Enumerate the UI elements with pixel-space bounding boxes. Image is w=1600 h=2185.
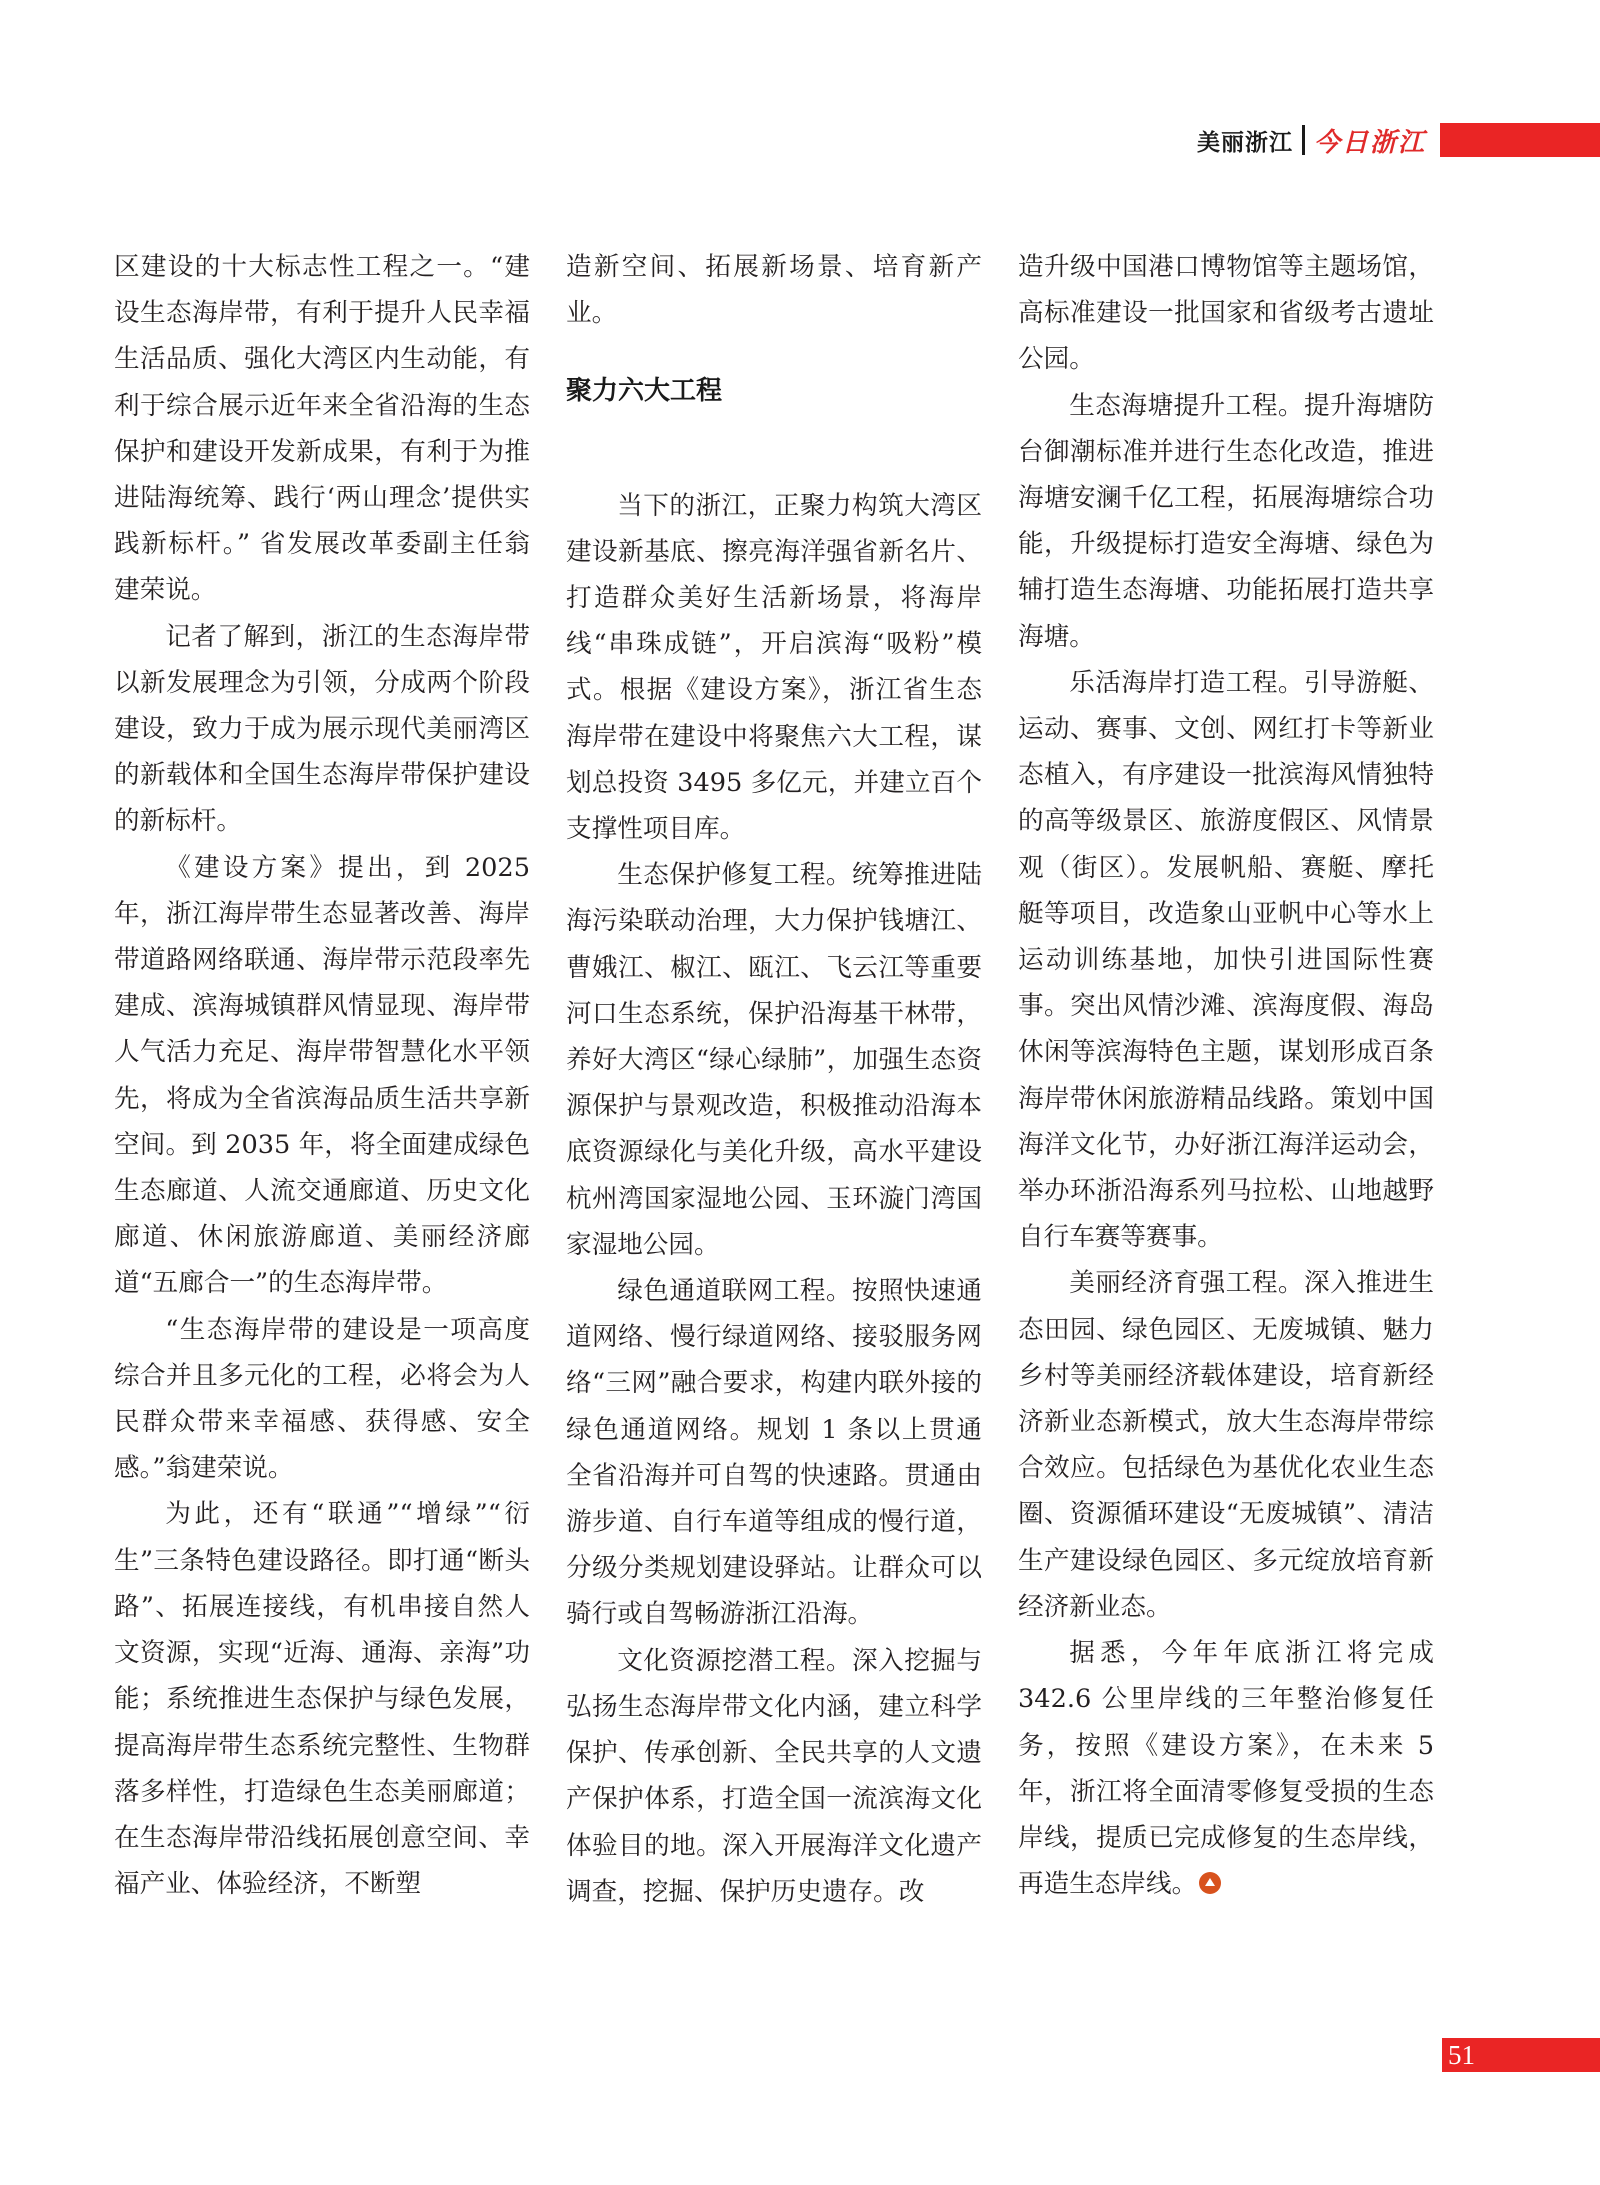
article-column-2 — [566, 244, 982, 1915]
article-column-1 — [114, 244, 530, 1907]
paragraph: 《建设方案》提出，到 2025 年，浙江海岸带生态显著改善、海岸带道路网络联通、海岸带示范段率先建成、滨海城镇群风情显现、海岸带人气活力充足、海岸带智慧化水平领先，将成为全省滨海品质生活共享新空间。到 2035 年，将全面建成绿色生态廊道、人流交通廊道、历史文化廊道、休闲旅游廊道、美丽经济廊道“五廊合一”的生态海岸带。 — [114, 852, 530, 1299]
paragraph: 生态保护修复工程。统筹推进陆海污染联动治理，大力保护钱塘江、曹娥江、椒江、瓯江、飞云江等重要河口生态系统，保护沿海基干林带，养好大湾区“绿心绿肺”，加强生态资源保护与景观改造，积极推动沿海本底资源绿化与美化升级，高水平建设杭州湾国家湿地公园、玉环漩门湾国家湿地公园。 — [566, 860, 982, 1260]
section-title: 美丽浙江 — [1196, 129, 1293, 156]
end-mark-icon — [1199, 1872, 1221, 1894]
paragraph: 区建设的十大标志性工程之一。“建设生态海岸带，有利于提升人民幸福生活品质、强化大湾区内生动能，有利于综合展示近年来全省沿海的生态保护和建设开发新成果，有利于为推进陆海统筹、践行‘两山理念’提供实践新标杆。” 省发展改革委副主任翁建荣说。 — [114, 252, 530, 606]
paragraph: 文化资源挖潜工程。深入挖掘与弘扬生态海岸带文化内涵，建立科学保护、传承创新、全民共享的人文遗产保护体系，打造全国一流滨海文化体验目的地。深入开展海洋文化遗产调查，挖掘、保护历史遗存。改 — [566, 1645, 982, 1907]
paragraph: 记者了解到，浙江的生态海岸带以新发展理念为引领，分成两个阶段建设，致力于成为展示现代美丽湾区的新载体和全国生态海岸带保护建设的新标杆。 — [114, 621, 530, 837]
page-footer — [1442, 2038, 1600, 2072]
paragraph: 乐活海岸打造工程。引导游艇、运动、赛事、文创、网红打卡等新业态植入，有序建设一批滨海风情独特的高等级景区、旅游度假区、风情景观（街区）。发展帆船、赛艇、摩托艇等项目，改造象山亚帆中心等水上运动训练基地，加快引进国际性赛事。突出风情沙滩、滨海度假、海岛休闲等滨海特色主题，谋划形成百条海岸带休闲旅游精品线路。策划中国海洋文化节，办好浙江海洋运动会，举办环浙沿海系列马拉松、山地越野自行车赛等赛事。 — [1018, 667, 1434, 1253]
paragraph: 当下的浙江，正聚力构筑大湾区建设新基底、擦亮海洋强省新名片、打造群众美好生活新场景，将海岸线“串珠成链”，开启滨海“吸粉”模式。根据《建设方案》，浙江省生态海岸带在建设中将聚焦六大工程，谋划总投资 3495 多亿元，并建立百个支撑性项目库。 — [566, 490, 982, 845]
brand-logo: 今日浙江 — [1313, 127, 1426, 158]
paragraph: “生态海岸带的建设是一项高度综合并且多元化的工程，必将会为人民群众带来幸福感、获得感、安全感。”翁建荣说。 — [114, 1314, 530, 1484]
paragraph: 绿色通道联网工程。按照快速通道网络、慢行绿道网络、接驳服务网络“三网”融合要求，构建内联外接的绿色通道网络。规划 1 条以上贯通全省沿海并可自驾的快速路。贯通由游步道、自行车道等组成的慢行道，分级分类规划建设驿站。让群众可以骑行或自驾畅游浙江沿海。 — [566, 1276, 982, 1630]
subheading: 聚力六大工程 — [566, 376, 723, 407]
article-column-3 — [1018, 244, 1434, 1907]
page-header — [1197, 122, 1600, 158]
paragraph: 为此，还有“联通”“增绿”“衍生”三条特色建设路径。即打通“断头路”、拓展连接线，有机串接自然人文资源，实现“近海、通海、亲海”功能；系统推进生态保护与绿色发展，提高海岸带生态系统完整性、生物群落多样性，打造绿色生态美丽廊道；在生态海岸带沿线拓展创意空间、幸福产业、体验经济，不断塑 — [114, 1499, 530, 1900]
page-number: 51 — [1448, 2039, 1475, 2070]
paragraph-final — [1018, 1630, 1434, 1907]
paragraph: 生态海塘提升工程。提升海塘防台御潮标准并进行生态化改造，推进海塘安澜千亿工程，拓展海塘综合功能，升级提标打造安全海塘、绿色为辅打造生态海塘、功能拓展打造共享海塘。 — [1018, 390, 1434, 652]
paragraph: 美丽经济育强工程。深入推进生态田园、绿色园区、无废城镇、魅力乡村等美丽经济载体建设，培育新经济新业态新模式，放大生态海岸带综合效应。包括绿色为基优化农业生态圈、资源循环建设“无废城镇”、清洁生产建设绿色园区、多元绽放培育新经济新业态。 — [1018, 1268, 1434, 1622]
header-red-bar — [1440, 123, 1600, 157]
paragraph: 造新空间、拓展新场景、培育新产业。 — [566, 252, 982, 329]
paragraph: 造升级中国港口博物馆等主题场馆，高标准建设一批国家和省级考古遗址公园。 — [1018, 252, 1434, 375]
paragraph-final-text: 据悉，今年年底浙江将完成 342.6 公里岸线的三年整治修复任务，按照《建设方案》，在未来 5 年，浙江将全面清零修复受损的生态岸线，提质已完成修复的生态岸线，再造生态岸线。 — [1018, 1638, 1434, 1900]
header-divider — [1302, 125, 1305, 155]
